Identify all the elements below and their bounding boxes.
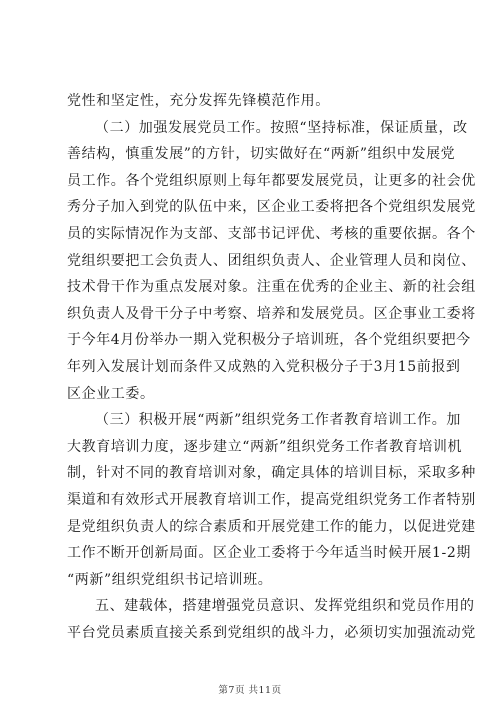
text-line: 区企业工委。	[67, 385, 155, 402]
text-line: 平台党员素质直接关系到党组织的战斗力，必须切实加强流动党	[67, 624, 476, 641]
page-number-footer: 第7页 共11页	[218, 685, 282, 696]
text-line: 制，针对不同的教育培训对象，确定具体的培训目标，采取多种	[67, 465, 476, 482]
text-line: 党组织要把工会负责人、团组织负责人、企业管理人员和岗位、	[67, 252, 476, 269]
text-line: 员工作。各个党组织原则上每年都要发展党员，让更多的社会优	[67, 172, 476, 189]
text-line: 于今年4月份举办一期入党积极分子培训班，各个党组织要把今	[67, 332, 471, 349]
text-line: 五、建载体，搭建增强党员意识、发挥党组织和党员作用的	[95, 598, 475, 615]
text-line: 年列入发展计划而条件又成熟的入党积极分子于3月15前报到	[67, 358, 461, 375]
text-line: 渠道和有效形式开展教育培训工作，提高党组织党务工作者特别	[67, 491, 476, 508]
text-line: （三）积极开展“两新”组织党务工作者教育培训工作。加	[95, 412, 461, 429]
text-line: （二）加强发展党员工作。按照“坚持标准，保证质量，改	[95, 119, 468, 136]
text-line: “两新”组织党组织书记培训班。	[67, 571, 273, 588]
text-line: 善结构，慎重发展”的方针，切实做好在“两新”组织中发展党	[67, 146, 456, 163]
text-line: 工作不断开创新局面。区企业工委将于今年适当时候开展1-2期	[67, 545, 471, 562]
text-line: 技术骨干作为重点发展对象。注重在优秀的企业主、新的社会组	[67, 279, 476, 296]
text-line: 党性和坚定性，充分发挥先锋模范作用。	[67, 93, 330, 109]
text-line: 大教育培训力度，逐步建立“两新”组织党务工作者教育培训机	[67, 438, 463, 455]
text-line: 织负责人及骨干分子中考察、培养和发展党员。区企事业工委将	[67, 305, 476, 322]
document-body	[67, 88, 476, 646]
text-line: 员的实际情况作为支部、支部书记评优、考核的重要依据。各个	[67, 225, 476, 242]
text-line: 秀分子加入到党的队伍中来，区企业工委将把各个党组织发展党	[67, 199, 476, 216]
text-line: 是党组织负责人的综合素质和开展党建工作的能力，以促进党建	[67, 518, 476, 535]
